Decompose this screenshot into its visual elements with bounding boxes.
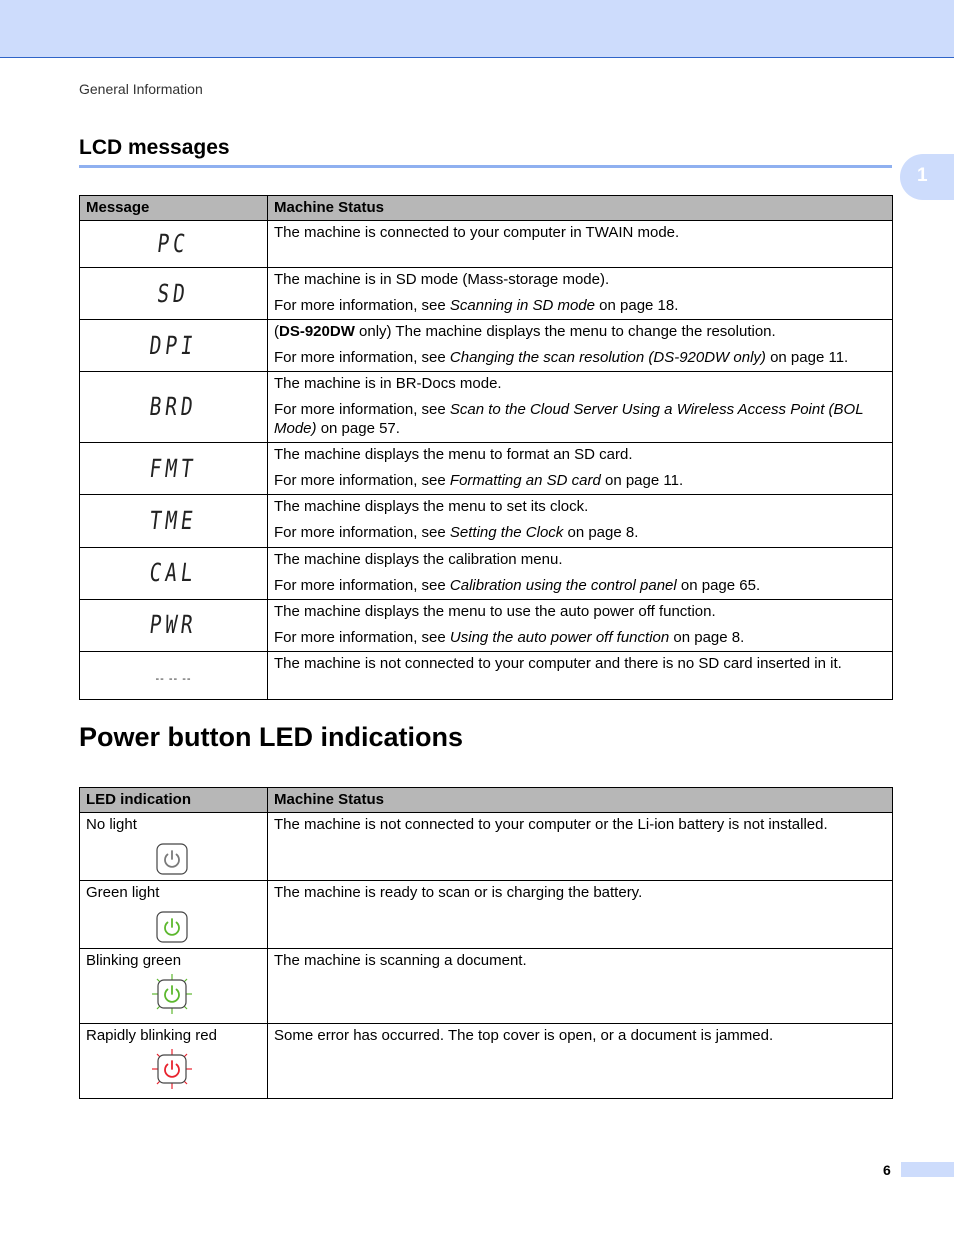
table-row	[80, 881, 893, 949]
column-header-message: Message	[80, 196, 268, 221]
table-row	[80, 372, 893, 443]
table-row	[80, 813, 893, 881]
table-row	[80, 221, 893, 268]
status-cell	[268, 268, 893, 320]
status-line: The machine displays the menu to set its clock.	[274, 498, 589, 516]
table-row	[80, 949, 893, 1024]
status-cell	[268, 372, 893, 443]
status-line: The machine is not connected to your computer and there is no SD card inserted in it.	[274, 654, 842, 672]
cross-reference-link[interactable]: Formatting an SD card	[449, 472, 601, 490]
led-label: Blinking green	[86, 952, 182, 970]
column-header-status: Machine Status	[268, 196, 893, 221]
status-line: The machine is in BR-Docs mode.	[274, 375, 502, 393]
lcd-code: BRD	[148, 392, 199, 422]
status-cell	[268, 495, 893, 547]
power-blinking-red-icon	[152, 1049, 192, 1089]
lcd-code: TME	[148, 506, 199, 536]
section-title: General Information	[79, 81, 203, 97]
status-cell	[268, 949, 893, 1024]
status-line: The machine displays the calibration menu.	[274, 550, 563, 568]
status-line: The machine is not connected to your computer or the Li-ion battery is not installed.	[274, 816, 828, 833]
status-cell	[268, 547, 893, 599]
header-band	[0, 0, 954, 58]
lcd-code-cell	[80, 443, 268, 495]
reference-line: For more information, see Scan to the Cloud Server Using a Wireless Access Point (BOL Mode) on page 57.	[274, 401, 864, 438]
lcd-code-cell	[80, 495, 268, 547]
lcd-code-cell	[80, 599, 268, 651]
lcd-code-cell	[80, 320, 268, 372]
lcd-messages-table	[79, 195, 893, 700]
status-line: The machine displays the menu to format an SD card.	[274, 446, 633, 464]
cross-reference-link[interactable]: Scanning in SD mode	[449, 297, 595, 315]
footer-band	[901, 1162, 954, 1177]
cross-reference-link[interactable]: Scan to the Cloud Server Using a Wireless Access Point (BOL Mode)	[274, 401, 864, 438]
table-row	[80, 268, 893, 320]
led-indications-table	[79, 787, 893, 1099]
chapter-number: 1	[917, 165, 928, 186]
table-row	[80, 1024, 893, 1099]
table-row	[80, 443, 893, 495]
column-header-status: Machine Status	[268, 788, 893, 813]
status-line: The machine is in SD mode (Mass-storage mode).	[274, 271, 610, 288]
status-line: The machine is connected to your computer in TWAIN mode.	[274, 224, 680, 241]
chapter-tab	[900, 154, 954, 200]
lcd-code-cell	[80, 268, 268, 320]
page-number: 6	[883, 1162, 891, 1178]
led-label: Green light	[86, 884, 160, 902]
table-row	[80, 547, 893, 599]
table-row	[80, 599, 893, 651]
lcd-code: PC	[156, 229, 191, 259]
status-line: (DS-920DW only) The machine displays the menu to change the resolution.	[274, 323, 776, 341]
table-row	[80, 651, 893, 699]
led-cell	[80, 881, 268, 949]
status-cell	[268, 320, 893, 372]
lcd-code: SD	[156, 278, 191, 308]
model-name: DS-920DW	[279, 323, 355, 341]
led-label: Rapidly blinking red	[86, 1027, 217, 1045]
reference-line: For more information, see Changing the scan resolution (DS-920DW only) on page 11.	[274, 349, 849, 367]
table-header-row	[80, 196, 893, 221]
column-header-led: LED indication	[80, 788, 268, 813]
lcd-code-cell	[80, 372, 268, 443]
heading-rule	[79, 165, 892, 168]
lcd-code: DPI	[148, 330, 199, 360]
lcd-code: PWR	[148, 610, 199, 640]
power-off-icon	[155, 842, 189, 876]
power-green-icon	[155, 910, 189, 944]
led-cell	[80, 813, 268, 881]
status-cell	[268, 813, 893, 881]
reference-line: For more information, see Calibration using the control panel on page 65.	[274, 576, 761, 594]
cross-reference-link[interactable]: Calibration using the control panel	[449, 576, 677, 594]
status-cell	[268, 1024, 893, 1099]
lcd-code: CAL	[148, 558, 199, 588]
status-cell	[268, 651, 893, 699]
led-cell	[80, 949, 268, 1024]
lcd-code-cell	[80, 547, 268, 599]
table-row	[80, 495, 893, 547]
power-blinking-green-icon	[152, 974, 192, 1014]
status-cell	[268, 599, 893, 651]
reference-line: For more information, see Using the auto power off function on page 8.	[274, 628, 745, 646]
cross-reference-link[interactable]: Changing the scan resolution (DS-920DW only)	[449, 349, 766, 367]
reference-line: For more information, see Formatting an SD card on page 11.	[274, 472, 684, 490]
status-cell	[268, 881, 893, 949]
status-cell	[268, 443, 893, 495]
status-line: The machine is ready to scan or is charging the battery.	[274, 884, 643, 902]
reference-line: For more information, see Scanning in SD mode on page 18.	[274, 297, 679, 315]
led-indications-heading: Power button LED indications	[79, 722, 463, 752]
lcd-code-cell	[80, 221, 268, 268]
status-line: The machine displays the menu to use the auto power off function.	[274, 602, 716, 620]
table-row	[80, 320, 893, 372]
cross-reference-link[interactable]: Using the auto power off function	[449, 628, 670, 646]
reference-line: For more information, see Setting the Clock on page 8.	[274, 524, 639, 542]
led-label: No light	[86, 816, 137, 833]
lcd-code: FMT	[148, 454, 199, 483]
status-line: The machine is scanning a document.	[274, 952, 527, 970]
status-line: Some error has occurred. The top cover is open, or a document is jammed.	[274, 1027, 774, 1045]
status-cell	[268, 221, 893, 268]
led-cell	[80, 1024, 268, 1099]
lcd-messages-heading: LCD messages	[79, 136, 230, 159]
lcd-code: -- -- --	[155, 673, 192, 686]
lcd-code-cell	[80, 651, 268, 699]
table-header-row	[80, 788, 893, 813]
cross-reference-link[interactable]: Setting the Clock	[449, 524, 564, 542]
